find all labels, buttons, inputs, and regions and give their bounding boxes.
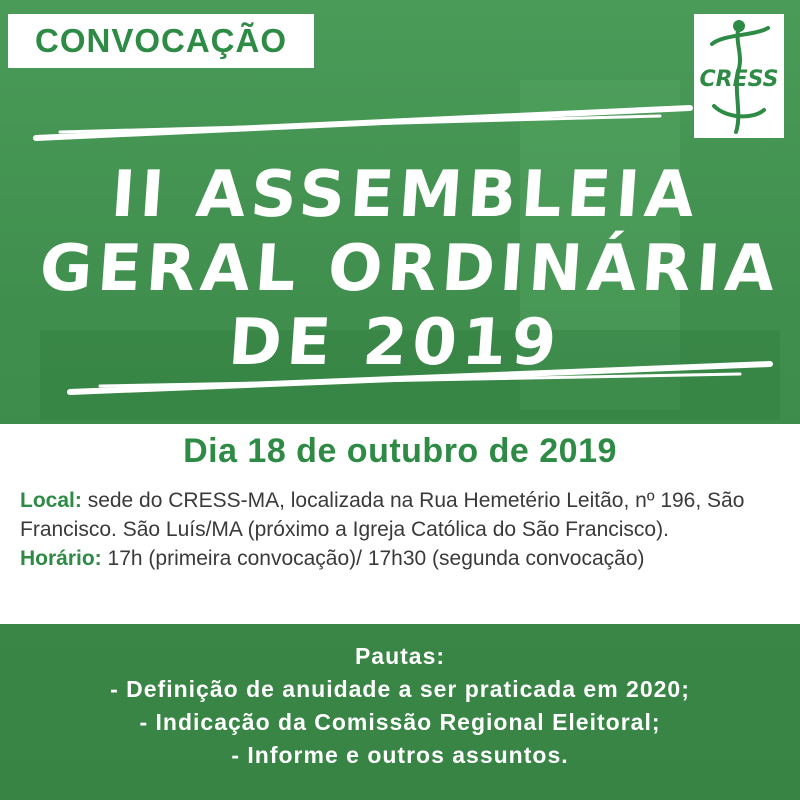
convocacao-label: CONVOCAÇÃO xyxy=(34,22,287,59)
agenda-heading: Pautas: xyxy=(354,643,446,669)
event-details xyxy=(20,486,785,573)
horario-label: Horário: xyxy=(20,547,102,570)
agenda-item: - Informe e outros assuntos. xyxy=(231,742,569,768)
event-date: Dia 18 de outubro de 2019 xyxy=(183,432,617,470)
title-line-2: GERAL ORDINÁRIA xyxy=(37,232,783,306)
logo-wordmark: CRESS xyxy=(699,67,779,92)
local-text: sede do CRESS-MA, localizada na Rua Hemetério Leitão, nº 196, São Francisco. São Luís/MA (próximo a Igreja Católica do São Francisco). xyxy=(20,489,745,541)
horario-text: 17h (primeira convocação)/ 17h30 (segunda convocação) xyxy=(107,547,645,570)
agenda-item: - Indicação da Comissão Regional Eleitoral; xyxy=(139,709,661,735)
local-label: Local: xyxy=(20,489,82,512)
title-line-1: II ASSEMBLEIA xyxy=(108,158,702,232)
agenda-item: - Definição de anuidade a ser praticada em 2020; xyxy=(110,676,690,702)
event-title xyxy=(32,158,783,380)
title-line-3: DE 2019 xyxy=(226,306,564,380)
agenda xyxy=(0,640,800,772)
